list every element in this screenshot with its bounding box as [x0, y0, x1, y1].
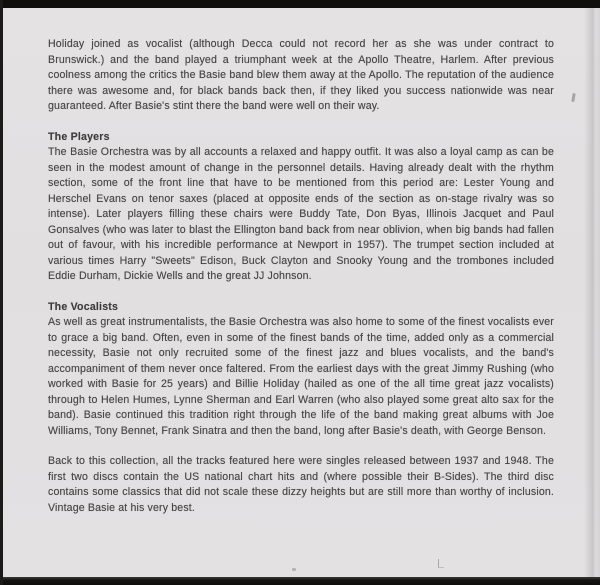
- liner-notes-text: [48, 37, 554, 531]
- players-paragraph: The Basie Orchestra was by all accounts a relaxed and happy outfit. It was also a loyal camp as can be seen in the modest amount of change in the personnel details. Having already dealt with the rhythm section, some of the front line that have to be mentioned from this period are: Lester Young and Herschel Evans on tenor saxes (placed at opposite ends of the section as on-stage rivalry was so intense). Later players filling these chairs were Buddy Tate, Don Byas, Illinois Jacquet and Paul Gonsalves (who was later to blast the Ellington band back from near oblivion, when big bands had fallen out of favour, with his incredible performance at Newport in 1957). The trumpet section included at various times Harry "Sweets" Edison, Buck Clayton and Snooky Young and the trombones included Eddie Durham, Dickie Wells and the great JJ Johnson.: [48, 146, 554, 282]
- page-surface: [3, 8, 600, 577]
- scan-edge-left: [0, 0, 3, 585]
- intro-paragraph: Holiday joined as vocalist (although Decca could not record her as she was under contract to Brunswick.) and the band played a triumphant week at the Apollo Theatre, Harlem. After previous coolness among the critics the Basie band blew them away at the Apollo. The reputation of the audience there was awesome and, for black bands back then, if they liked you success nationwide was near guaranteed. After Basie's stint there the band were well on their way.: [48, 38, 554, 112]
- scan-edge-bottom: [0, 577, 600, 585]
- scan-edge-top: [0, 0, 600, 8]
- vocalists-heading: The Vocalists: [48, 300, 119, 313]
- players-heading: The Players: [48, 130, 110, 143]
- closing-paragraph: Back to this collection, all the tracks featured here were singles released between 1937 and 1948. The first two discs contain the US national chart hits and (where possible their B-Sides). The third disc contains some classics that did not scale these dizzy heights but are still more than worthy of inclusion. Vintage Basie at his very best.: [48, 455, 554, 514]
- vocalists-paragraph: As well as great instrumentalists, the Basie Orchestra was also home to some of the finest vocalists ever to grace a big band. Often, even in some of the finest bands of the time, added only as a commercial necessity, Basie not only recruited some of the finest jazz and blues vocalists, and the band's accompaniment of them never once faltered. From the earliest days with the great Jimmy Rushing (who worked with Basie for 25 years) and Billie Holiday (hailed as one of the all time great jazz vocalists) through to Helen Humes, Lynne Sherman and Earl Warren (who also played some great alto sax for the band). Basie continued this tradition right through the life of the band making great albums with Joe Williams, Tony Bennet, Frank Sinatra and then the band, long after Basie's death, with George Benson.: [48, 316, 554, 437]
